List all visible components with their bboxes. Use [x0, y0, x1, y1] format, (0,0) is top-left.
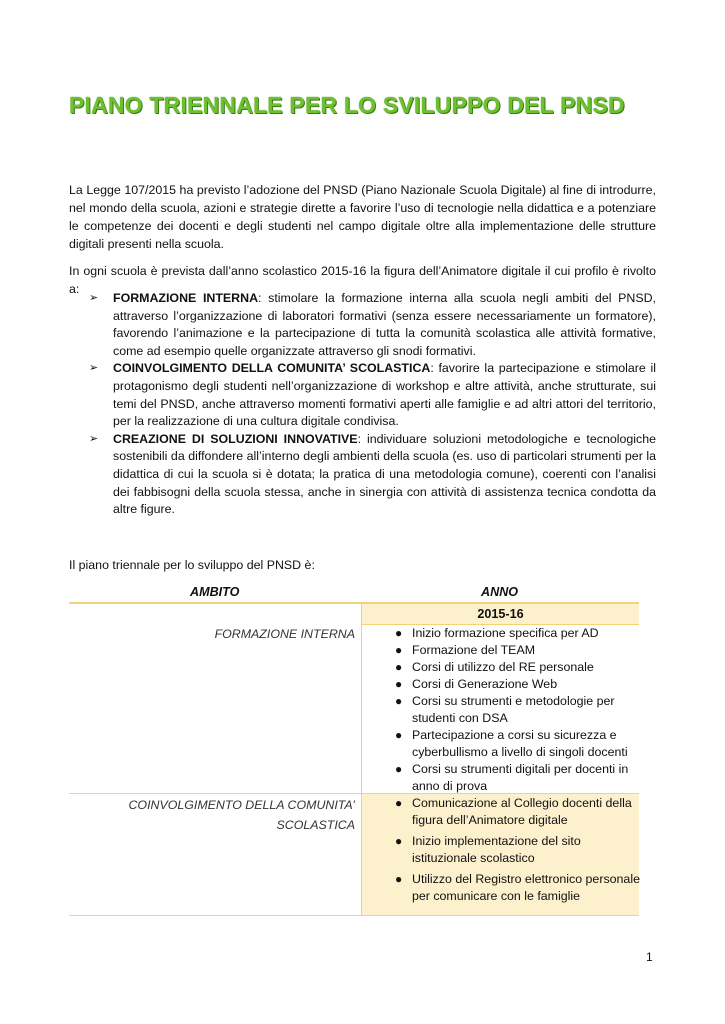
list-item	[395, 676, 642, 693]
list-item-text: Formazione del TEAM	[412, 643, 536, 657]
list-item	[395, 642, 642, 659]
list-item-text: : stimolare la formazione interna alla scuola negli ambiti del PNSD, attraverso l’organizzazione di laboratori formativi (senza essere necessariamente un formatore), favorendo l’animazione e la partecipazione di tutta la comunità scolastica alle attività formative, come ad esempio quelle organizzate attraverso gli snodi formativi.	[113, 291, 656, 358]
list-item-text: Corsi su strumenti digitali per docenti in anno di prova	[412, 762, 629, 793]
list-item-text: Comunicazione al Collegio docenti della figura dell’Animatore digitale	[412, 796, 632, 827]
list-item	[395, 761, 642, 795]
arrow-bullet-icon: ➢	[89, 292, 99, 304]
list-item	[69, 290, 656, 360]
bullet-dot-icon: ●	[395, 677, 403, 691]
list-item-head: CREAZIONE DI SOLUZIONI INNOVATIVE	[113, 431, 358, 446]
arrow-bullet-icon: ➢	[89, 432, 99, 445]
page-number: 1	[646, 950, 653, 964]
bullet-dot-icon: ●	[395, 660, 403, 674]
bullet-dot-icon: ●	[395, 762, 403, 776]
list-item	[395, 659, 642, 676]
list-item-text: : favorire la partecipazione e stimolare il protagonismo degli studenti nell’organizzazione di workshop e altre attività, anche strutturate, sui temi del PNSD, anche attraverso momenti formativi aperti alle famiglie e ad altri attori del territorio, per la realizzazione di una cultura digitale condivisa.	[113, 361, 656, 429]
year-cell: 2015-16	[362, 604, 639, 624]
list-item-text: : individuare soluzioni metodologiche e tecnologiche sostenibili da diffondere all’interno degli ambienti della scuola (es. uso di particolari strumenti per la didattica di cui la scuola si è dotata; la pratica di una metodologia comune), coerenti con l’analisi dei fabbisogni della scuola stessa, anche in sinergia con attività di assistenza tecnica condotta da altre figure.	[113, 431, 656, 517]
table-bottom-rule	[69, 915, 639, 916]
ambito-label-line: SCOLASTICA	[276, 818, 355, 832]
ambito-coinvolgimento	[100, 795, 355, 835]
list-item-text: Partecipazione a corsi su sicurezza e cyberbullismo a livello di singoli docenti	[412, 728, 628, 759]
bullet-dot-icon: ●	[395, 796, 403, 810]
column-header-anno: ANNO	[481, 585, 519, 599]
bullet-dot-icon: ●	[395, 626, 403, 640]
list-item-text: Utilizzo del Registro elettronico personale per comunicare con le famiglie	[412, 872, 640, 903]
coinvolgimento-items	[395, 795, 642, 909]
list-item	[69, 360, 656, 430]
list-item	[395, 727, 642, 761]
list-item-text: Inizio implementazione del sito istituzionale scolastico	[412, 834, 581, 865]
list-item-text: Corsi su strumenti e metodologie per studenti con DSA	[412, 694, 615, 725]
list-item	[395, 625, 642, 642]
piano-intro: Il piano triennale per lo sviluppo del PNSD è:	[69, 558, 315, 572]
column-divider	[361, 604, 362, 916]
animatore-paragraph: In ogni scuola è prevista dall’anno scolastico 2015-16 la figura dell’Animatore digitale il cui profilo è rivolto a:	[69, 264, 656, 296]
list-item-head: FORMAZIONE INTERNA	[113, 291, 259, 305]
bullet-dot-icon: ●	[395, 643, 403, 657]
bullet-dot-icon: ●	[395, 834, 403, 848]
column-header-ambito: AMBITO	[190, 585, 240, 599]
bullet-dot-icon: ●	[395, 728, 403, 742]
list-item-text: Corsi di Generazione Web	[412, 677, 558, 691]
list-item	[395, 795, 642, 829]
intro-paragraph: La Legge 107/2015 ha previsto l’adozione del PNSD (Piano Nazionale Scuola Digitale) al fine di introdurre, nel mondo della scuola, azioni e strategie dirette a favorire l’uso di tecnologie nella didattica e a potenziare le competenze dei docenti e degli studenti nel campo digitale oltre alla implementazione delle strutture digitali presenti nella scuola.	[69, 183, 656, 251]
bullet-dot-icon: ●	[395, 694, 403, 708]
profile-list	[69, 290, 656, 519]
list-item	[395, 833, 642, 867]
list-item-text: Corsi di utilizzo del RE personale	[412, 660, 594, 674]
ambito-label-line: COINVOLGIMENTO DELLA COMUNITA’	[128, 798, 355, 812]
list-item-head: COINVOLGIMENTO DELLA COMUNITA’ SCOLASTICA	[113, 361, 431, 376]
list-item-text: Inizio formazione specifica per AD	[412, 626, 599, 640]
document-title: PIANO TRIENNALE PER LO SVILUPPO DEL PNSD	[69, 92, 625, 118]
list-item	[395, 871, 642, 905]
list-item	[69, 431, 656, 519]
bullet-dot-icon: ●	[395, 872, 403, 886]
arrow-bullet-icon: ➢	[89, 362, 99, 375]
ambito-formazione-interna: FORMAZIONE INTERNA	[214, 627, 355, 641]
list-item	[395, 693, 642, 727]
formazione-items	[395, 625, 642, 795]
